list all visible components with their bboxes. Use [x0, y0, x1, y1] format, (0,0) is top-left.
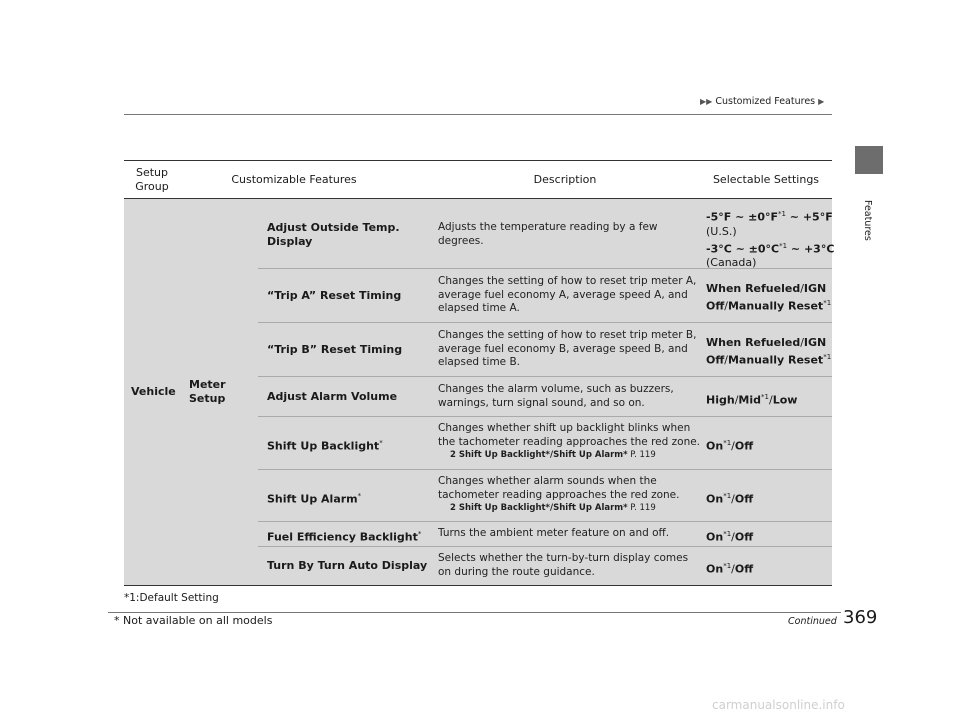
footer-availability-note: * Not available on all models: [114, 614, 273, 627]
setting-manually-reset: Manually Reset: [727, 353, 824, 367]
setting-manually-reset: Manually Reset: [727, 299, 824, 313]
settings-adjust-outside-temp: [706, 207, 834, 270]
breadcrumb-tail-arrow: ▶: [818, 97, 825, 106]
row-separator: [258, 546, 832, 547]
desc-trip-a-reset: Changes the setting of how to reset trip meter A, average fuel economy A, average speed A, and elapsed time A.: [438, 275, 697, 314]
ref-page: P. 119: [627, 503, 656, 513]
row-separator: [258, 469, 832, 470]
ref-page: P. 119: [627, 450, 656, 460]
desc-shift-up-backlight: [438, 422, 700, 463]
ref-title: 2 Shift Up Backlight*/Shift Up Alarm*: [450, 450, 628, 460]
feature-trip-b-reset: “Trip B” Reset Timing: [267, 343, 403, 356]
section-tab-label: Features: [862, 200, 873, 241]
feature-shift-up-backlight: [267, 436, 383, 454]
footnote-default-setting: *1:Default Setting: [124, 592, 219, 604]
setting-ign-off: IGN Off: [706, 282, 827, 313]
setting-when-refueled: When Refueled: [706, 282, 801, 295]
setting-region-canada: (Canada): [706, 256, 757, 270]
default-marker: *1: [761, 393, 769, 401]
setting-off: Off: [734, 530, 754, 544]
setting-separator: /: [731, 439, 735, 453]
desc-text: Changes whether shift up backlight blinks when the tachometer reading approaches the red zone.: [438, 422, 701, 448]
setting-on: On: [706, 530, 724, 544]
section-tab-marker: [855, 146, 883, 174]
footer-rule: [108, 612, 841, 613]
default-marker: *1: [723, 530, 732, 538]
setting-separator: /: [800, 336, 804, 349]
desc-text: Changes whether alarm sounds when the tachometer reading approaches the red zone.: [438, 475, 680, 501]
setting-separator: /: [731, 530, 735, 544]
setting-separator: /: [768, 393, 773, 407]
feature-label: Shift Up Backlight: [267, 439, 380, 453]
availability-marker: *: [417, 530, 422, 538]
desc-shift-up-alarm: [438, 475, 679, 516]
feature-adjust-alarm-volume: Adjust Alarm Volume: [267, 390, 398, 403]
ref-title: 2 Shift Up Backlight*/Shift Up Alarm*: [450, 503, 628, 513]
availability-marker: *: [379, 439, 383, 447]
row-separator: [258, 521, 832, 522]
header-selectable-settings: Selectable Settings: [712, 173, 820, 186]
setting-off: Off: [734, 439, 754, 453]
setting-low: Low: [772, 393, 798, 407]
feature-shift-up-alarm: [267, 489, 361, 507]
setting-separator: /: [734, 393, 739, 407]
setting-on: On: [706, 562, 724, 576]
desc-fuel-efficiency-backlight: Turns the ambient meter feature on and off.: [438, 527, 670, 539]
desc-adjust-alarm-volume: Changes the alarm volume, such as buzzers, warnings, turn signal sound, and so on.: [438, 383, 674, 409]
availability-marker: *: [357, 492, 362, 500]
default-marker: *1: [778, 210, 786, 218]
setting-ign-off: IGN Off: [706, 336, 827, 367]
desc-adjust-outside-temp: Adjusts the temperature reading by a few degrees.: [438, 221, 658, 247]
setting-celsius-high: ~ +3°C: [787, 242, 835, 256]
setting-on: On: [706, 439, 724, 453]
header-description: Description: [533, 173, 597, 186]
breadcrumb-label: Customized Features: [715, 96, 816, 107]
default-marker: *1: [723, 439, 732, 447]
setting-separator: /: [724, 299, 728, 313]
setting-on: On: [706, 492, 724, 506]
feature-turn-by-turn-auto-display: Turn By Turn Auto Display: [267, 559, 428, 572]
settings-fuel-efficiency-backlight: [706, 527, 753, 545]
setting-separator: /: [724, 353, 728, 367]
group-vehicle: Vehicle: [131, 385, 176, 398]
setting-high: High: [706, 393, 735, 407]
breadcrumb-arrows: ▶▶: [700, 97, 713, 106]
breadcrumb: [700, 96, 824, 107]
header-setup-group: Setup Group: [135, 166, 169, 193]
setting-celsius-low: -3°C ~ ±0°C: [706, 242, 780, 256]
setting-separator: /: [800, 282, 804, 295]
default-marker: *1: [723, 562, 732, 570]
feature-label: Fuel Efficiency Backlight: [267, 530, 418, 544]
desc-turn-by-turn-auto-display: Selects whether the turn-by-turn display comes on during the route guidance.: [438, 552, 689, 578]
row-separator: [258, 416, 832, 417]
settings-trip-b-reset: [706, 336, 831, 368]
page-number: 369: [843, 607, 878, 628]
settings-adjust-alarm-volume: [706, 390, 797, 408]
header-customizable-features: Customizable Features: [231, 173, 357, 186]
top-rule: [124, 114, 832, 115]
setting-off: Off: [734, 492, 754, 506]
watermark: carmanualsonline.info: [712, 698, 845, 712]
setting-mid: Mid: [738, 393, 761, 407]
row-separator: [258, 376, 832, 377]
setting-separator: /: [731, 562, 735, 576]
feature-adjust-outside-temp: Adjust Outside Temp. Display: [267, 221, 400, 248]
setting-separator: /: [731, 492, 735, 506]
default-marker: *1: [779, 241, 788, 250]
group-meter-setup: Meter Setup: [189, 378, 226, 405]
default-marker: *1: [823, 353, 832, 361]
row-separator: [258, 322, 832, 323]
cross-reference-link[interactable]: [450, 502, 679, 516]
setting-when-refueled: When Refueled: [706, 336, 801, 349]
settings-turn-by-turn-auto-display: [706, 559, 753, 577]
setting-fahrenheit-low: -5°F ~ ±0°F: [706, 210, 778, 224]
table-header-rule: [124, 160, 832, 161]
feature-label: Shift Up Alarm: [267, 492, 358, 506]
setting-fahrenheit-high: ~ +5°F: [785, 210, 833, 224]
settings-shift-up-alarm: [706, 489, 753, 507]
settings-trip-a-reset: [706, 282, 831, 314]
feature-trip-a-reset: “Trip A” Reset Timing: [267, 289, 402, 302]
feature-fuel-efficiency-backlight: [267, 527, 421, 545]
default-marker: *1: [823, 299, 832, 307]
setting-off: Off: [734, 562, 754, 576]
cross-reference-link[interactable]: [450, 449, 700, 463]
setting-region-us: (U.S.): [706, 224, 737, 238]
settings-shift-up-backlight: [706, 436, 753, 454]
default-marker: *1: [723, 492, 732, 500]
continued-label: Continued: [788, 616, 837, 627]
desc-trip-b-reset: Changes the setting of how to reset trip meter B, average fuel economy B, average speed B, and elapsed time B.: [438, 329, 697, 368]
